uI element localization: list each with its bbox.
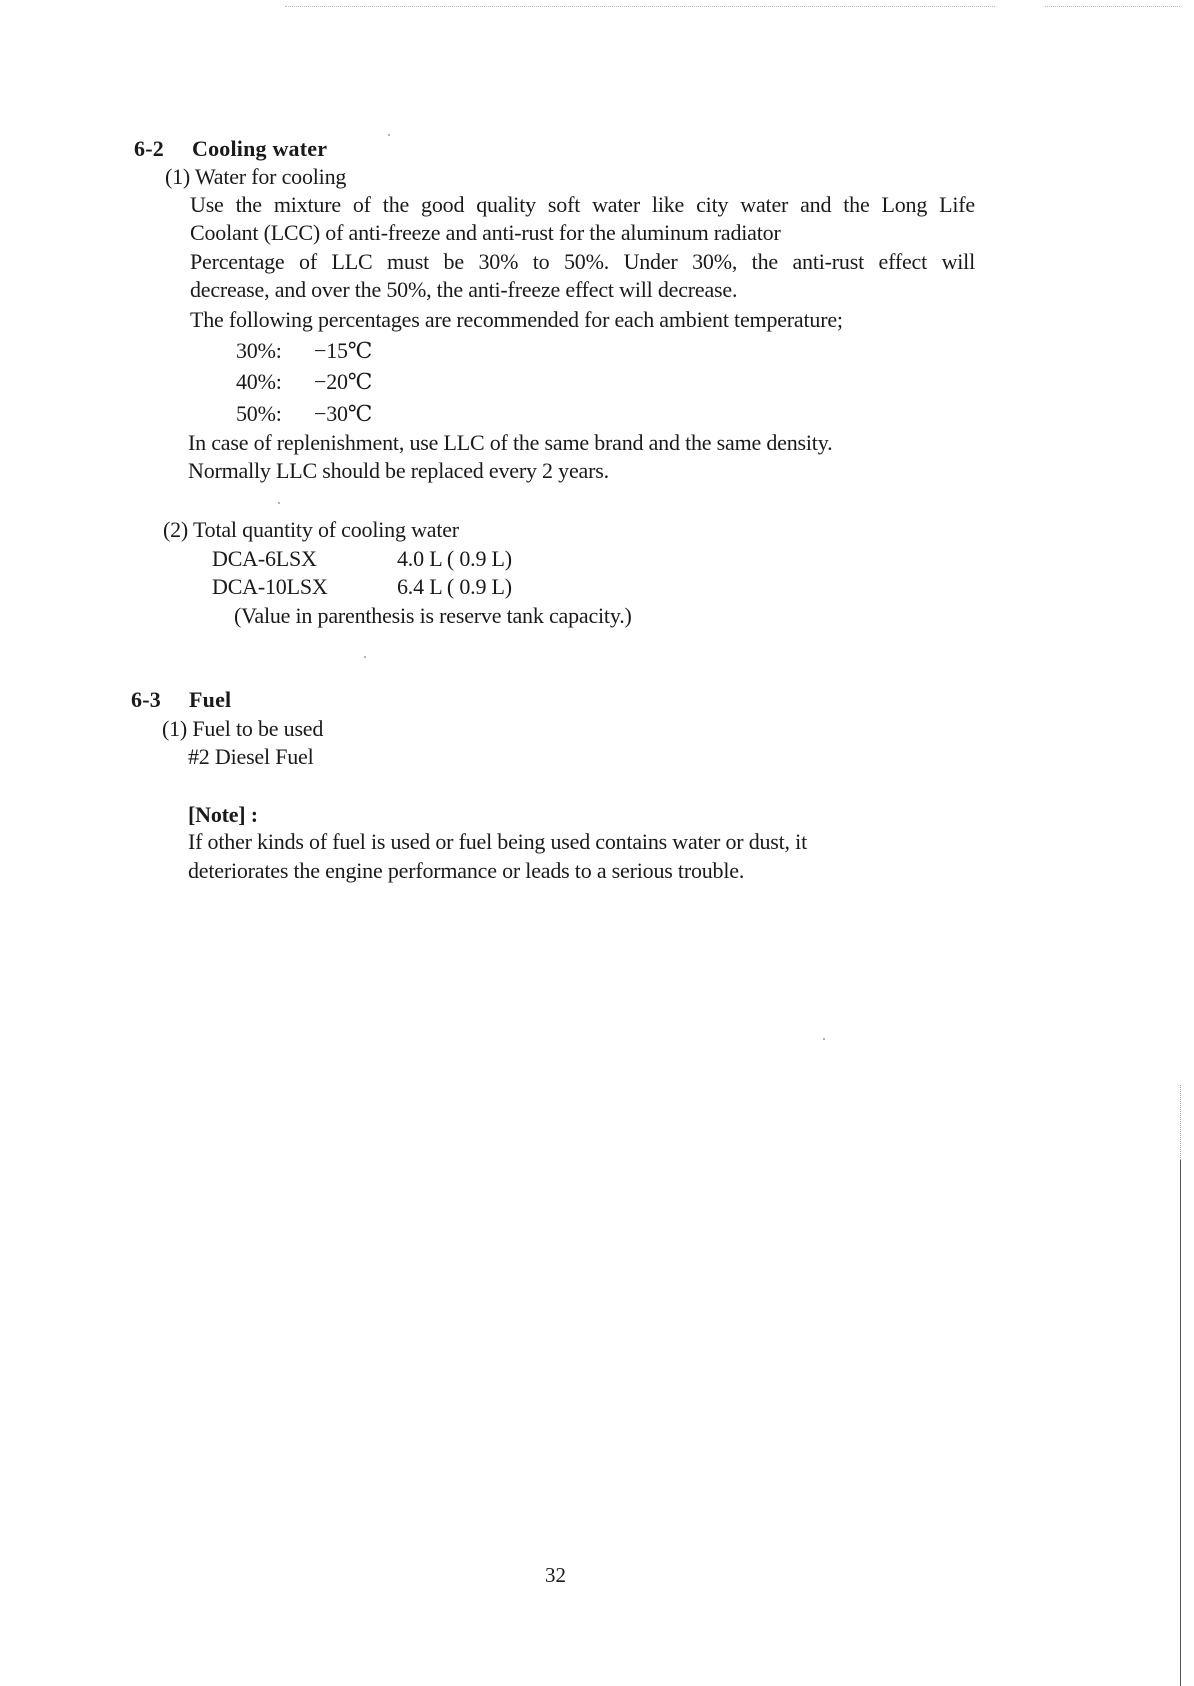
scan-speck (388, 134, 390, 136)
scan-edge-line (1180, 1085, 1181, 1160)
paragraph-line: Percentage of LLC must be 30% to 50%. Under 30%, the anti-rust effect will (190, 249, 975, 274)
scan-speck (278, 502, 280, 504)
section-title: Fuel (189, 687, 232, 712)
subsection-heading: (2) Total quantity of cooling water (163, 517, 459, 542)
note-line: deteriorates the engine performance or leads to a serious trouble. (188, 858, 745, 883)
paragraph-line: decrease, and over the 50%, the anti-freeze effect will decrease. (190, 277, 738, 302)
scan-dotted-line (1045, 6, 1180, 7)
percentage-row: 30%: −15℃ (236, 338, 373, 363)
page-number: 32 (545, 1563, 566, 1587)
note-label: [Note] : (188, 802, 258, 827)
scan-speck (364, 656, 366, 658)
paragraph-line: Use the mixture of the good quality soft water like city water and the Long Life (190, 192, 975, 217)
paragraph-line: In case of replenishment, use LLC of the same brand and the same density. (188, 430, 833, 455)
percentage-row: 50%: −30℃ (236, 401, 373, 426)
percentage-row: 40%: −20℃ (236, 369, 373, 394)
scan-edge-line (1180, 1160, 1181, 1686)
section-number: 6-2 (134, 136, 164, 161)
note-line: If other kinds of fuel is used or fuel being used contains water or dust, it (188, 829, 807, 854)
quantity-row: DCA-10LSX 6.4 L ( 0.9 L) (212, 574, 512, 599)
section-title: Cooling water (192, 136, 328, 161)
quantity-row: DCA-6LSX 4.0 L ( 0.9 L) (212, 546, 512, 571)
paragraph-line: The following percentages are recommended for each ambient temperature; (190, 307, 843, 332)
footnote: (Value in parenthesis is reserve tank capacity.) (234, 603, 632, 628)
scan-dotted-line (285, 6, 995, 7)
subsection-heading: (1) Water for cooling (165, 164, 347, 189)
section-heading-fuel (131, 687, 231, 713)
paragraph-line: Normally LLC should be replaced every 2 years. (188, 458, 609, 483)
fuel-type: #2 Diesel Fuel (188, 744, 314, 769)
scan-speck (823, 1038, 825, 1040)
paragraph-line: Coolant (LCC) of anti-freeze and anti-rust for the aluminum radiator (190, 220, 781, 245)
section-number: 6-3 (131, 687, 161, 712)
subsection-heading: (1) Fuel to be used (162, 716, 324, 741)
section-heading-cooling (134, 136, 327, 162)
